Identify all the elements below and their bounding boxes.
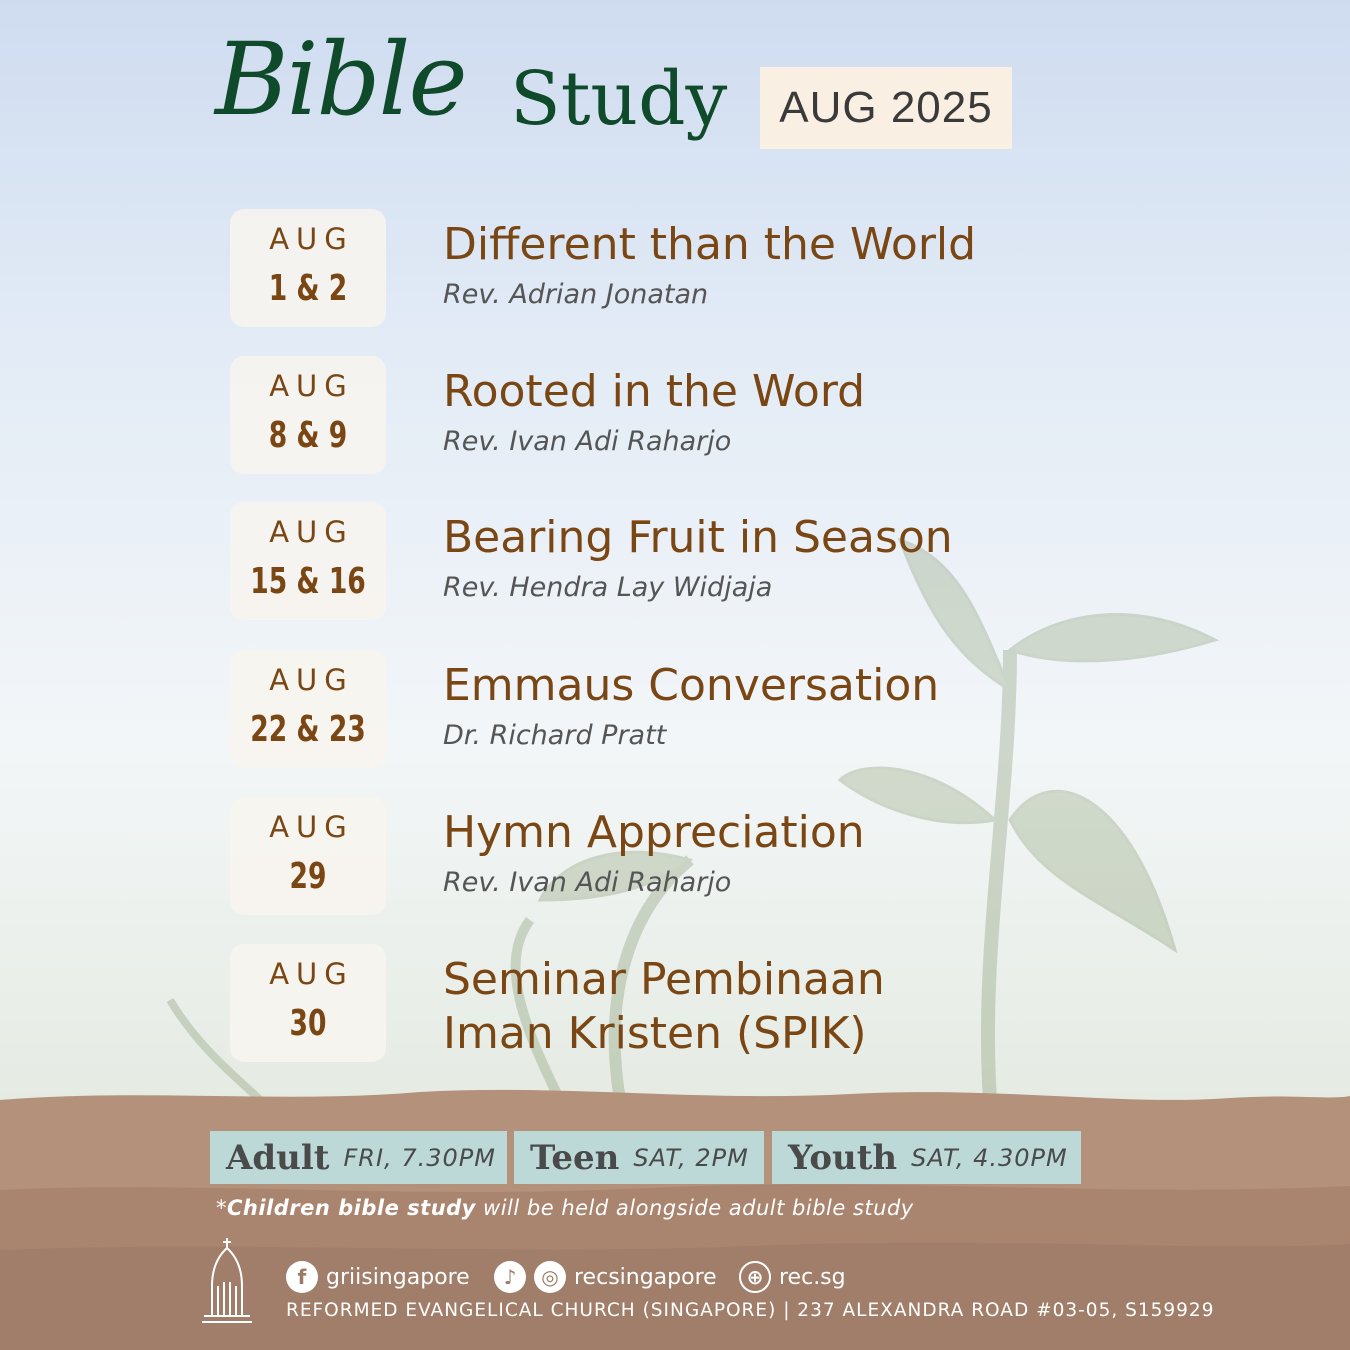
date-box xyxy=(230,209,386,327)
globe-icon: ⊕ xyxy=(739,1261,771,1293)
session-title: Hymn Appreciation xyxy=(443,807,865,858)
session-speaker: Rev. Ivan Adi Raharjo xyxy=(443,426,732,457)
date-month: AUG xyxy=(269,810,354,844)
facebook-icon: f xyxy=(286,1261,318,1293)
date-month: AUG xyxy=(269,663,354,697)
session-title: Rooted in the Word xyxy=(443,366,866,417)
session-title-line-2: Iman Kristen (SPIK) xyxy=(443,1008,867,1059)
schedule-time: SAT, 2PM xyxy=(633,1143,749,1172)
schedule-teen xyxy=(514,1131,764,1184)
session-speaker: Dr. Richard Pratt xyxy=(443,720,667,751)
session-title-line-1: Seminar Pembinaan xyxy=(443,954,885,1005)
website-link[interactable] xyxy=(739,1259,846,1295)
schedule-time: FRI, 7.30PM xyxy=(343,1143,496,1172)
date-days: 29 xyxy=(289,856,327,897)
church-address: REFORMED EVANGELICAL CHURCH (SINGAPORE) | 237 ALEXANDRA ROAD #03-05, S159929 xyxy=(286,1300,1215,1321)
session-item xyxy=(230,944,1130,1062)
date-days: 1 & 2 xyxy=(268,268,348,309)
website-text: rec.sg xyxy=(779,1264,846,1290)
schedule-time: SAT, 4.30PM xyxy=(911,1143,1068,1172)
instagram-icon: ◎ xyxy=(534,1261,566,1293)
session-title: Bearing Fruit in Season xyxy=(443,512,953,563)
date-days: 22 & 23 xyxy=(250,709,366,750)
date-month: AUG xyxy=(269,369,354,403)
title-study-word: Study xyxy=(510,56,728,142)
session-item xyxy=(230,797,1130,915)
children-note xyxy=(216,1196,914,1220)
church-logo xyxy=(198,1236,256,1326)
facebook-handle: griisingapore xyxy=(326,1264,470,1290)
tiktok-instagram-link[interactable] xyxy=(494,1259,717,1295)
title-script-word: Bible xyxy=(215,21,466,138)
instagram-handle: recsingapore xyxy=(574,1264,717,1290)
session-item xyxy=(230,356,1130,474)
date-month: AUG xyxy=(269,222,354,256)
note-rest: will be held alongside adult bible study xyxy=(475,1196,914,1220)
session-speaker: Rev. Adrian Jonatan xyxy=(443,279,709,310)
session-speaker: Rev. Hendra Lay Widjaja xyxy=(443,572,773,603)
month-badge: AUG 2025 xyxy=(760,67,1012,149)
date-month: AUG xyxy=(269,957,354,991)
session-item xyxy=(230,650,1130,768)
note-asterisk: * xyxy=(216,1196,227,1220)
date-month: AUG xyxy=(269,515,354,549)
date-days: 30 xyxy=(289,1003,327,1044)
session-title: Emmaus Conversation xyxy=(443,660,940,711)
schedule-group-label: Adult xyxy=(226,1137,330,1178)
date-days: 8 & 9 xyxy=(268,415,348,456)
date-box xyxy=(230,650,386,768)
date-box xyxy=(230,944,386,1062)
session-title: Different than the World xyxy=(443,219,977,270)
schedule-group-label: Teen xyxy=(530,1137,620,1178)
date-days: 15 & 16 xyxy=(250,561,366,602)
date-box xyxy=(230,356,386,474)
date-box xyxy=(230,797,386,915)
session-speaker: Rev. Ivan Adi Raharjo xyxy=(443,867,732,898)
schedule-group-label: Youth xyxy=(788,1137,898,1178)
session-item xyxy=(230,209,1130,327)
schedule-youth xyxy=(772,1131,1081,1184)
date-box xyxy=(230,502,386,620)
schedule-adult xyxy=(210,1131,507,1184)
note-bold: Children bible study xyxy=(227,1196,476,1220)
facebook-link[interactable] xyxy=(286,1259,470,1295)
session-item xyxy=(230,502,1130,620)
tiktok-icon: ♪ xyxy=(494,1261,526,1293)
